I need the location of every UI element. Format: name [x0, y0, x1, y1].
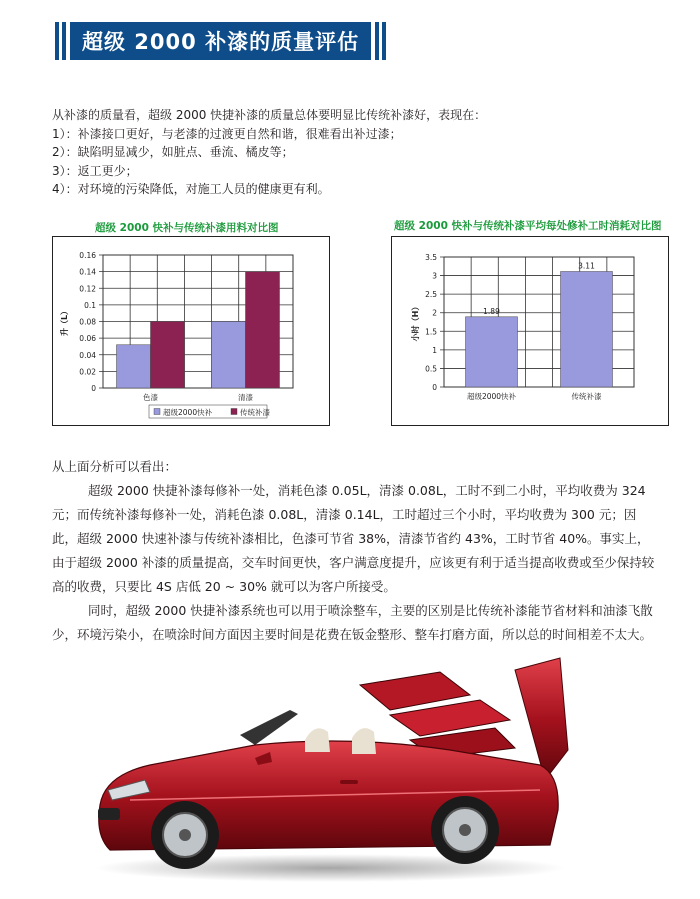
y-tick-label: 3 — [432, 271, 437, 281]
y-tick-label: 2 — [432, 308, 437, 318]
y-tick-label: 2.5 — [425, 290, 437, 300]
bar — [466, 317, 518, 387]
chart2-svg — [392, 237, 668, 425]
y-tick-label: 0 — [432, 383, 437, 392]
y-tick-label: 0 — [91, 384, 96, 393]
analysis-paragraph-2: 同时，超级 2000 快捷补漆系统也可以用于喷涂整车，主要的区别是比传统补漆能节省材料和油漆飞散少，环境污染小，在喷涂时间方面因主要时间是花费在钣金整形、整车打磨方面，所以总的时间相差不太大。 — [52, 603, 653, 642]
header-bar-left — [55, 22, 59, 60]
intro-text — [52, 106, 486, 199]
intro-line: 4）：对环境的污染降低，对施工人员的健康更有利。 — [52, 182, 330, 196]
x-tick-label: 清漆 — [238, 393, 253, 402]
y-axis-label: 升（L） — [60, 306, 69, 337]
y-tick-label: 0.16 — [79, 251, 96, 260]
y-tick-label: 3.5 — [425, 253, 437, 262]
y-tick-label: 0.14 — [79, 267, 96, 277]
bar — [212, 322, 246, 389]
chart1-heading: 超级 2000 快补与传统补漆用料对比图 — [95, 222, 279, 234]
intro-line: 2）：缺陷明显减少，如脏点、垂流、橘皮等； — [52, 145, 294, 159]
y-tick-label: 0.02 — [79, 367, 96, 377]
page-title: 超级 2000 补漆的质量评估 — [82, 30, 360, 54]
bar — [151, 322, 185, 389]
bar — [117, 345, 151, 388]
chart1-frame — [52, 236, 330, 426]
chart2-heading: 超级 2000 快补与传统补漆平均每处修补工时消耗对比图 — [394, 220, 662, 232]
section-header — [55, 22, 386, 60]
x-tick-label: 色漆 — [143, 393, 158, 402]
bar — [246, 272, 280, 388]
x-tick-label: 超级2000快补 — [466, 392, 517, 401]
header-bar-right-2 — [382, 22, 386, 60]
bar — [561, 271, 613, 387]
y-tick-label: 1.5 — [425, 327, 437, 337]
intro-line: 1）：补漆接口更好，与老漆的过渡更自然和谐，很难看出补过漆； — [52, 126, 402, 141]
y-tick-label: 1 — [432, 345, 437, 355]
y-tick-label: 0.06 — [79, 334, 96, 344]
analysis-text — [52, 455, 658, 647]
header-bar-left-2 — [62, 22, 66, 60]
y-tick-label: 0.5 — [425, 364, 437, 374]
analysis-paragraph-1: 超级 2000 快捷补漆每修补一处，消耗色漆 0.05L，清漆 0.08L，工时不到二小时，平均收费为 324 元；而传统补漆每修补一处，消耗色漆 0.08L，清漆 0.14L，工时超过三个小时，平均收费为 300 元；因此，超级 2000 快速补漆与传统补漆相比，色漆可节省 38%，清漆节省约 43%，工时节省 40%。事实上，由于超级 2000 补漆的质量提高，交车时间更快，客户满意度提升，应该更有利于适当提高收费或至少保持较高的收费，只要比 4S 店低 20 ~ 30% 就可以为客户所接受。 — [52, 483, 655, 594]
intro-line: 3）：返工更少； — [52, 163, 138, 178]
header-title-box — [70, 22, 371, 60]
header-bar-right — [375, 22, 379, 60]
analysis-lead: 从上面分析可以看出： — [52, 459, 178, 474]
red-convertible-car-image — [90, 640, 570, 885]
x-tick-label: 传统补漆 — [571, 392, 602, 401]
y-axis-label: 小时（H） — [411, 302, 420, 342]
data-label: 1.89 — [483, 306, 500, 316]
legend-label: 超级2000快补 — [163, 408, 213, 417]
legend-swatch — [231, 409, 237, 415]
legend-swatch — [154, 409, 160, 415]
chart1-svg — [53, 237, 329, 425]
chart2-frame — [391, 236, 669, 426]
legend-label: 传统补漆 — [240, 408, 270, 417]
y-tick-label: 0.1 — [84, 300, 96, 310]
y-tick-label: 0.08 — [79, 317, 96, 327]
y-tick-label: 0.12 — [79, 284, 96, 294]
y-tick-label: 0.04 — [79, 350, 96, 360]
data-label: 3.11 — [578, 261, 595, 271]
intro-line: 从补漆的质量看，超级 2000 快捷补漆的质量总体要明显比传统补漆好，表现在： — [52, 108, 487, 122]
